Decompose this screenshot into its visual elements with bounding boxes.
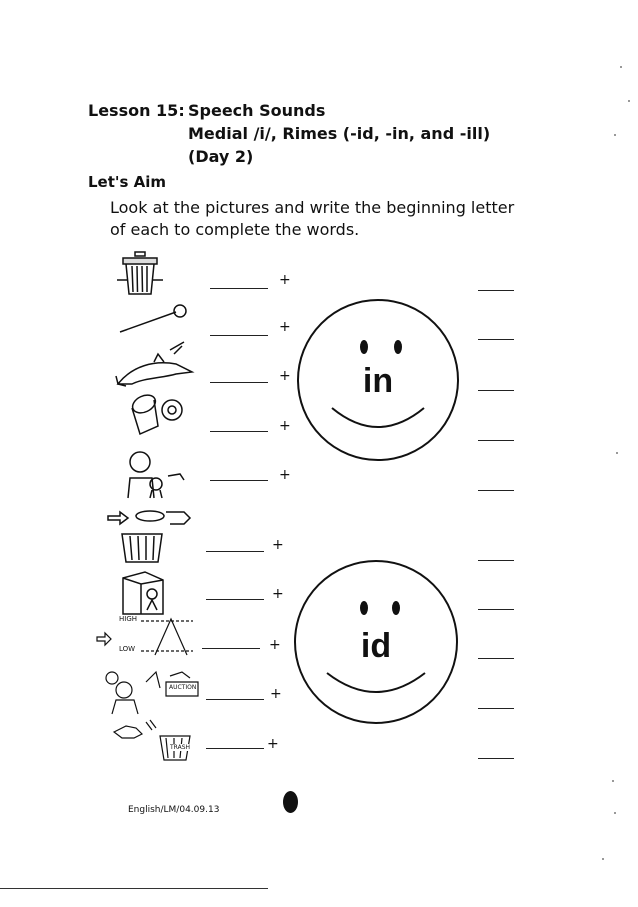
answer-blank[interactable] xyxy=(210,431,268,432)
plus-sign: + xyxy=(279,418,291,434)
page-dot xyxy=(283,791,298,813)
word-blank[interactable] xyxy=(478,440,514,441)
smiley-face-id xyxy=(293,559,459,725)
answer-blank[interactable] xyxy=(206,599,264,600)
answer-blank[interactable] xyxy=(202,648,260,649)
picture-auction xyxy=(98,668,202,716)
plus-sign: + xyxy=(279,272,291,288)
instruction-line-1: Look at the pictures and write the beginning letter xyxy=(110,198,515,217)
trash-label: TRASH xyxy=(170,744,191,751)
answer-blank[interactable] xyxy=(206,551,264,552)
word-blank[interactable] xyxy=(478,339,514,340)
low-label: LOW xyxy=(119,645,136,653)
rime-in: in xyxy=(362,362,394,400)
plus-sign: + xyxy=(267,736,279,752)
picture-dolphin xyxy=(114,338,196,386)
plus-sign: + xyxy=(272,586,284,602)
bottom-rule xyxy=(0,888,268,889)
footer-code: English/LM/04.09.13 xyxy=(128,805,220,815)
picture-box-with-child xyxy=(115,570,197,618)
section-heading: Let's Aim xyxy=(88,173,167,191)
scan-speck xyxy=(628,100,630,102)
lesson-title-line-2: Medial /i/, Rimes (-id, -in, and -ill) xyxy=(188,124,491,143)
word-blank[interactable] xyxy=(478,560,514,561)
picture-high-low-diagram xyxy=(95,615,195,661)
scan-speck xyxy=(612,780,614,782)
word-blank[interactable] xyxy=(478,290,514,291)
plus-sign: + xyxy=(269,637,281,653)
high-label: HIGH xyxy=(119,615,138,623)
rime-id: id xyxy=(360,627,392,665)
scan-speck xyxy=(614,812,616,814)
answer-blank[interactable] xyxy=(210,335,268,336)
answer-blank[interactable] xyxy=(210,288,268,289)
scan-speck xyxy=(616,452,618,454)
picture-trash-bin xyxy=(112,718,194,762)
scan-speck xyxy=(602,858,604,860)
plus-sign: + xyxy=(279,467,291,483)
answer-blank[interactable] xyxy=(206,748,264,749)
picture-trash-can xyxy=(115,250,197,298)
auction-label: AUCTION xyxy=(169,684,197,691)
answer-blank[interactable] xyxy=(210,382,268,383)
word-blank[interactable] xyxy=(478,658,514,659)
plus-sign: + xyxy=(272,537,284,553)
instruction-line-2: of each to complete the words. xyxy=(110,220,360,239)
picture-boy-with-ribbon xyxy=(118,448,200,496)
word-blank[interactable] xyxy=(478,708,514,709)
lesson-label: Lesson 15: xyxy=(88,101,185,120)
lesson-title-line-1: Speech Sounds xyxy=(188,101,326,120)
plus-sign: + xyxy=(279,368,291,384)
word-blank[interactable] xyxy=(478,758,514,759)
picture-open-can xyxy=(118,388,200,436)
answer-blank[interactable] xyxy=(206,699,264,700)
plus-sign: + xyxy=(279,319,291,335)
word-blank[interactable] xyxy=(478,490,514,491)
smiley-face-in xyxy=(296,298,460,462)
plus-sign: + xyxy=(270,686,282,702)
scan-speck xyxy=(614,134,616,136)
lesson-title-line-3: (Day 2) xyxy=(188,147,254,166)
scan-speck xyxy=(620,66,622,68)
answer-blank[interactable] xyxy=(210,480,268,481)
word-blank[interactable] xyxy=(478,390,514,391)
word-blank[interactable] xyxy=(478,609,514,610)
